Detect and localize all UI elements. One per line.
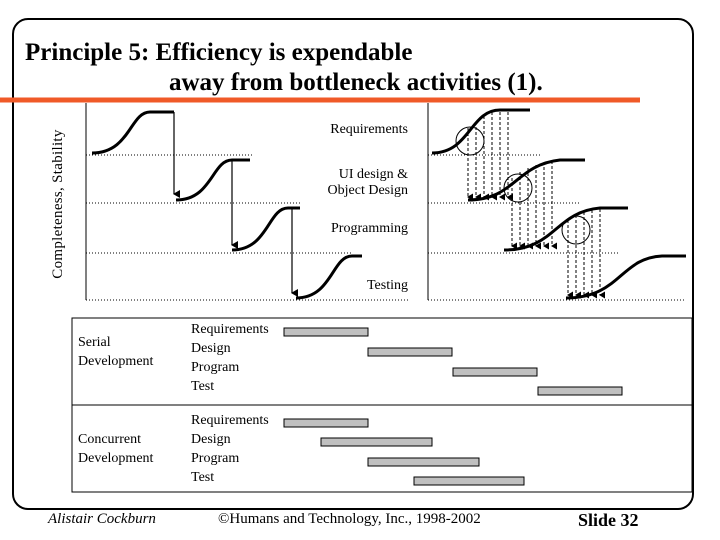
y-axis-label: Completeness, Stability <box>50 129 66 279</box>
serial-gantt-bars <box>284 328 622 395</box>
serial-bar-design <box>368 348 452 356</box>
serial-curves <box>92 112 362 298</box>
serial-task-requirements: Requirements <box>191 322 269 337</box>
serial-task-program: Program <box>191 360 240 375</box>
serial-task-design: Design <box>191 341 231 356</box>
title-line-1: Principle 5: Efficiency is expendable <box>25 39 413 66</box>
concurrent-bar-program <box>368 458 479 466</box>
activity-label-requirements: Requirements <box>330 122 408 137</box>
title-line-2: away from bottleneck activities (1). <box>169 69 543 96</box>
footer-copyright: ©Humans and Technology, Inc., 1998-2002 <box>218 511 481 527</box>
activity-label-programming: Programming <box>331 221 408 236</box>
concurrent-gantt-bars <box>284 419 524 485</box>
concurrent-task-requirements: Requirements <box>191 413 269 428</box>
concurrent-task-test: Test <box>191 470 215 485</box>
concurrent-task-list <box>191 411 269 487</box>
concurrent-curves <box>432 110 686 298</box>
serial-bar-requirements <box>284 328 368 336</box>
activity-label-testing: Testing <box>366 278 408 293</box>
slide-number: Slide 32 <box>578 510 639 530</box>
activity-label-ui-design: UI design & Object Design <box>327 167 408 198</box>
concurrent-task-program: Program <box>191 451 240 466</box>
concurrent-development-label: Concurrent Development <box>78 432 154 466</box>
concurrent-bar-design <box>321 438 432 446</box>
serial-bar-test <box>538 387 622 395</box>
footer-author: Alistair Cockburn <box>48 511 156 527</box>
concurrent-task-design: Design <box>191 432 231 447</box>
serial-task-test: Test <box>191 379 215 394</box>
serial-task-list <box>191 320 269 396</box>
concurrent-bar-requirements <box>284 419 368 427</box>
serial-bar-program <box>453 368 537 376</box>
serial-development-label: Serial Development <box>78 335 154 369</box>
concurrent-bar-test <box>414 477 524 485</box>
